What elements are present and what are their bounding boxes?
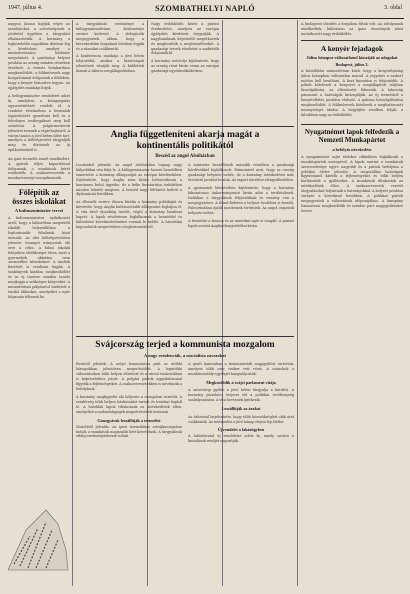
subheading: Leszállítják az árakat xyxy=(221,406,261,412)
main-headline: Anglia függetleníteni akarja magát a kontinentális politikától xyxy=(110,130,260,151)
article-body: A miniszter beszédének második részében a gazdasági kérdésekkel foglalkozott. Rámutatott arra, hogy az ország gazdasági helyzete nehéz, de a kormány intézkedései már érezhető javulást hoztak. Az export növelése elengedhetetlen. xyxy=(188,163,294,182)
column-5 xyxy=(301,22,403,588)
column-2-top xyxy=(76,22,144,122)
article-text: A kormány szóvivője kijelentette, hogy az ország részt kíván venni az európai gazdasági együttműködésben. xyxy=(151,59,219,74)
newspaper-title: SZOMBATHELYI NAPLÓ xyxy=(155,4,255,13)
page-damage-mark xyxy=(6,500,70,572)
article-body: Zürichből jelentik: Az ipari üzemekben sztrájkmozgalom indult, a munkások magasabb bért követelnek. A tárgyalások eddig eredménytelenek voltak. xyxy=(76,424,182,439)
page-number: 3. oldal xyxy=(384,5,402,11)
subheading: Ganzgyárak leszállítják a termelést xyxy=(97,417,161,423)
article-separator xyxy=(76,336,294,337)
article-column-left xyxy=(76,163,182,230)
article-subtitle: a befolyás növekedése xyxy=(332,146,372,152)
article-body: A kultuszminiszter nyilatkozott arról, hogy a háborúban megsérült iskolák helyreállítása a legfontosabb feladatok közé tartozik. Az idei költségvetésben jelentős összeget irányoztak elő erre a célra. A falusi iskolák felépítése elsőbbséget élvez, mert a gyermekek oktatása nem szenvedhet késedelmet. A tanítók fizetését is rendezni fogják. A tankönyvek kiadása megkezdődött és az új tanévre minden tanuló megkapja a szükséges könyveket. A minisztérium pályázatot hirdetett a tanítói állásokra, amelyeket a nyár folyamán töltenek be. xyxy=(8,216,70,299)
article-column-left xyxy=(76,362,182,444)
article-headline: Fölépítik az összes iskolákat xyxy=(12,188,66,207)
article-text: A konferencia munkája a jövő héten folytatódik, amikor a bizottságok jelentéseit vitatják meg. A küldöttek bíznak a sikeres megállapodásban. xyxy=(76,54,144,74)
article-columns xyxy=(76,362,294,444)
second-headline: Svájcország terjed a kommunista mozgalom xyxy=(95,340,275,350)
article-text: Nagy érdeklődés kíséri a párizsi értekezletet, amelyen az európai újjáépítés kérdéseit tárgyalják. A nagyhatalmak képviselői megérkeztek és megkezdték a megbeszéléseket. A gazdasági tervek részleteit a szakértők dolgozzák ki. xyxy=(151,22,219,56)
column-3-top xyxy=(151,22,219,122)
second-subtitle: A nagy rezidenciák, a szocialista zavarokat xyxy=(143,353,227,358)
article-body: A szövetségi gyűlés a jövő héten tárgyalja a kérdést. A kormány javaslatot terjeszt elő a politikai tevékenység szabályozására. A vita hevesnek ígérkezik. xyxy=(188,388,294,403)
article-separator xyxy=(76,126,294,127)
article-body: Londonból jelentik: Az angol alsóházban tegnap nagy külpolitikai vita folyt le. A külügyminiszter hosszú beszédben ismertette a kormány álláspontját az európai kérdésekben. Kijelentette, hogy Anglia nem kíván beleavatkozni a kontinens belső ügyeibe, de a béke fenntartása érdekében minden lehetőt megtesz. A beszéd nagy feltűnést keltett a diplomáciai körökben. xyxy=(76,163,182,197)
article-separator xyxy=(8,184,70,185)
article-text: A tárgyalások eredménye a külügyminisztérium közleménye szerint kedvező. A delegációk megegyeztek abban, hogy a kereskedelmi forgalmat bővíteni fogják és a vámokat csökkentik. xyxy=(76,22,144,51)
article-headline: A kenyér fejadagok xyxy=(320,43,384,53)
article-text: A belügyminiszter rendeletet adott ki, amelyben a közigazgatás egyszerűsítését rendeli el. A rendelet értelmében a hivatalok ügyintézését gyorsítani kell és a felesleges iratforgalmat meg kell szüntetni. A polgármesterek jelentést tesznek a végrehajtásról. A városi tanács a jövő héten ülést tart, amelyen a költségvetést tárgyalják meg és döntenek az új építkezésekről is. xyxy=(8,94,70,153)
article-separator xyxy=(301,40,403,41)
article-dateline: Budapest, július 3. xyxy=(335,61,369,67)
article-text: A budapesti tőzsdén a forgalom élénk volt. Az árfolyamok emelkedtek, különösen az ipari részvények iránt mutatkozott nagy érdeklődés. xyxy=(301,22,403,36)
article-switzerland xyxy=(76,336,294,588)
article-body: Az árhivatal bejelentette, hogy több közszükségleti cikk árát csökkentik. Az intézkedés a jövő hónap elején lép életbe. xyxy=(188,414,294,424)
article-separator xyxy=(301,124,403,125)
article-german-press xyxy=(301,128,403,214)
article-column-right xyxy=(188,362,294,444)
article-text: nagyon lassan hajtják végre az utasításokat, a szövetségesek a jóvátétel ügyében a tárgyalást elhalasztották. A kormány a legközelebbi napokban dönteni fog a kérdésben, amelyet a minisztertanács többször megvitatott. A gazdasági helyzet javulása az ország minden részében érezhető. A termés betakarítása megkezdődött, a földművesek nagy buzgalommal dolgoznak a földeken, hogy a kenyér biztosítva legyen. Az újjáépítés munkája folyik. xyxy=(8,22,70,90)
main-subtitle: Beszéd az angol Alsóházban xyxy=(155,154,215,159)
masthead xyxy=(6,2,404,19)
article-body: A lakáshivatal új rendeletet adott ki, amely szerint a kiutalások rendjét szigorítják. xyxy=(188,434,294,444)
article-subtitle: Július hónapra változatlanul kiosztják az adagokat xyxy=(306,54,398,60)
article-body: Bernből jelentik: A svájci kommunista párt az utóbbi hónapokban jelentősen megerősödött. A legutóbbi választásokon több helyen előretört és a városi tanácsokban is képviselethez jutott. A polgári pártok aggodalommal figyelik a fejleményeket. A szakszervezetekben is növekszik a befolyásuk. xyxy=(76,362,182,391)
issue-date: 1947. július 4. xyxy=(8,5,43,11)
subheading: Megkezdődik a svájci parlament vitája xyxy=(206,379,276,385)
article-body: A genfi kantonban a kommunisták nagygyűlést tartottak, amelyen több ezer ember vett részt. A szónokok a munkásosztály egységét hangsúlyozták. xyxy=(188,362,294,376)
article-body: A közellátási minisztérium közli, hogy a kenyérfejadag július hónapban változatlan marad. A jegyeket a szokott módon kell beváltani. A liszt kiosztása is folytatódik. A pékek kötelesek a kenyeret a megállapított súlyban kiszolgáltatni, az ellenőrzést fokozzák. A lakosság panaszait a hatóságok kivizsgálják. Az új termésből a kenyérellátás javulása várható. A gabona beszolgáltatása megkezdődött. A földművesek kötelesek a meghatározott mennyiséget átadni. A begyűjtés rendben folyik, a falvakban nagy az érdeklődés. xyxy=(301,68,403,117)
column-divider xyxy=(297,20,298,586)
subheading: Új rendelet a lakásügyben xyxy=(217,427,265,433)
article-body: A nyugatnémet sajtó érdekes cikkekben foglalkozik a munkáspártok szerepével. A lapok szerint a munkások szervezettsége egyre nagyobb és a pártok befolyása a politikai életre jelentős. A megszállási hatóságok figyelemmel kísérik a fejleményeket és több helyen korlátozták a gyűléseket. A munkások tiltakoztak az intézkedések ellen. A szakszervezetek vezetői tárgyalásokat folytatnak a hatóságokkal. A helyzet javulása várható a következő hetekben. A politikai pártok megegyeztek a választások időpontjában. A kampány hamarosan megkezdődik és minden párt nagygyűléseket tervez. xyxy=(301,154,403,213)
column-divider xyxy=(72,20,73,586)
article-headline: Nyugatnémet lapok felfedezik a Nemzeti Munkapártot xyxy=(304,127,400,145)
article-text: Az ipari termelés ismét emelkedett. A gyárak teljes kapacitással dolgoznak, a munkások bérét rendezték. A szakszervezetek a munkaversenyt szorgalmazzák. xyxy=(8,156,70,181)
article-column-right xyxy=(188,163,294,230)
article-body: A beszédre a francia és az amerikai sajtó is reagált. A párizsi lapok szerint Anglia elszigetelődni kíván. xyxy=(188,218,294,228)
article-body: Az ellenzék vezére élesen bírálta a kormány politikáját és követelte, hogy Anglia határozottabb álláspontot foglaljon el. A vita késő éjszakáig tartott, végül a kormány bizalmat kapott. A lapok részletesen foglalkoznak a beszéddel és különböző következtetéseket vonnak le belőle. A birodalmi kapcsolatok megerősítése a legfontosabb cél. xyxy=(76,200,182,229)
article-schools xyxy=(8,188,70,299)
article-body: A gyarmatok kérdésében kijelentette, hogy a kormány fokozatosan önkormányzatot kíván adni a területeknek. Indiában a tárgyalások folytatódnak és remény van a megegyezésre. A Közel-Keleten a helyzet továbbra is feszült, Palesztinában újabb incidensek történtek. Az angol csapatok helyzete nehéz. xyxy=(188,186,294,215)
article-body: A kormány megfigyelés alá helyezte a mozgalom vezetőit. A rendőrség több helyen házkutatást tartott és iratokat foglalt le. A baloldali lapok tiltakoznak az intézkedések ellen, amelyeket a szabadságjogok megsértésének tartanak. xyxy=(76,395,182,414)
article-bread xyxy=(301,44,403,118)
article-subtitle: A kultuszminiszter tervei xyxy=(14,208,64,214)
article-england xyxy=(76,126,294,334)
article-columns xyxy=(76,163,294,230)
